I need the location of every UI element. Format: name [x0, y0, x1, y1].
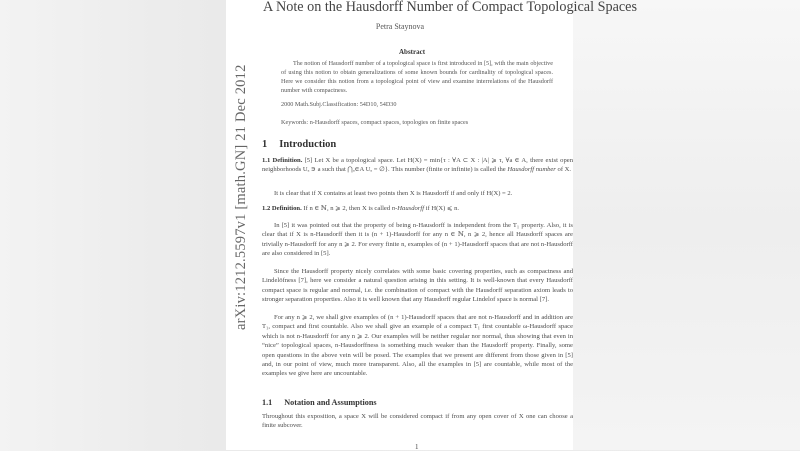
definition-text: If n ∈ ℕ, n ⩾ 2, then X is called	[301, 205, 392, 212]
abstract-text: The notion of Hausdorff number of a topological space is first introduced in [5], with the main objective of using this notion to obtain generalizations of some known bounds for cardinality of topological spaces. Here we consider this notion from a topological point of view and examine interrelations of the Hausdorff number with compactness.	[281, 60, 553, 94]
definition-1-2	[262, 204, 573, 213]
arxiv-stamp: arXiv:1212.5597v1 [math.GN] 21 Dec 2012	[233, 64, 249, 330]
definition-text: [5] Let X be a topological space. Let H(X) = min{τ : ∀A ⊂ X : |A| ⩾ τ, ∀a ∈ A, there exist open neighborhoods Uₐ ∋ a such that ⋂ₐ∈A Uₐ = ∅}. This number (finite or infinite) is called the	[262, 157, 573, 174]
definition-1-1	[262, 156, 573, 175]
paragraph-2: In [5] it was pointed out that the property of being n-Hausdorff is independent from the T₁ property. Also, it is clear that if X is n-Hausdorff then it is (n + 1)-Hausdorff for any n ∈ ℕ, n ⩾ 2, hence all Hausdorff spaces are trivially n-Hausdorff for any n ⩾ 2. For every finite n, examples of (n + 1)-Hausdorff spaces that are not n-Hausdorff are also considered in [5].	[262, 222, 573, 258]
paragraph-5: Throughout this exposition, a space X will be considered compact if from any open cover of X one can choose a finite subcover.	[262, 413, 573, 430]
section-title: Introduction	[279, 139, 337, 150]
definition-term: Hausdorff number	[507, 166, 556, 174]
keywords: Keywords: n-Hausdorff spaces, compact spaces, topologies on finite spaces	[281, 119, 469, 126]
definition-label: 1.1 Definition.	[262, 157, 303, 164]
subsection-title: Notation and Assumptions	[284, 398, 377, 407]
viewer-background-right	[573, 0, 800, 450]
page-number: 1	[415, 443, 419, 451]
subsection-heading-notation	[262, 398, 377, 407]
definition-term: n-Hausdorff	[391, 205, 425, 212]
paragraph-hausdorff-clear: It is clear that if X contains at least two points then X is Hausdorff if and only if H(X) = 2.	[274, 190, 513, 197]
definition-tail: if H(X) ⩽ n.	[424, 205, 460, 212]
paragraph-4: For any n ⩾ 2, we shall give examples of (n + 1)-Hausdorff spaces that are not n-Hausdorff and in addition are T₁, compact and first countable. Also we shall give an example of a compact T₁ first countable ω-Hausdorff space which is not n-Hausdorff for any n ⩾ 2. Our examples will be neither regular nor normal, thus showing that even in “nice” topological spaces, n-Hausdorffness is something much weaker than the Hausdorff property. Finally, some open questions in the above vein will be posed. The examples that we present are different from those given in [5] and, in our point of view, much more transparent. Also, all the examples in [5] are countable, while most of the examples we give here are uncountable.	[262, 314, 573, 378]
author-name: Petra Staynova	[375, 22, 425, 31]
definition-tail: of X.	[555, 166, 572, 174]
classification: 2000 Math.Subj.Classification: 54D10, 54D30	[281, 101, 397, 108]
abstract-heading: Abstract	[399, 48, 426, 56]
subsection-number: 1.1	[262, 398, 273, 407]
definition-label: 1.2 Definition.	[262, 205, 302, 212]
section-heading-introduction	[262, 139, 336, 150]
paragraph-3: Since the Hausdorff property nicely correlates with some basic covering properties, such as compactness and Lindelöfness [7], here we consider a natural question arising in this setting. It is well-known that every Hausdorff compact space is regular and normal, i.e. the combination of compact with the Hausdorff separation axiom leads to stronger separation properties. Also it is well known that any Hausdorff regular Lindelof space is normal [7].	[262, 268, 573, 304]
paper-author	[0, 22, 800, 31]
paper-title: A Note on the Hausdorff Number of Compact Topological Spaces	[263, 0, 637, 15]
section-number: 1	[262, 139, 268, 150]
